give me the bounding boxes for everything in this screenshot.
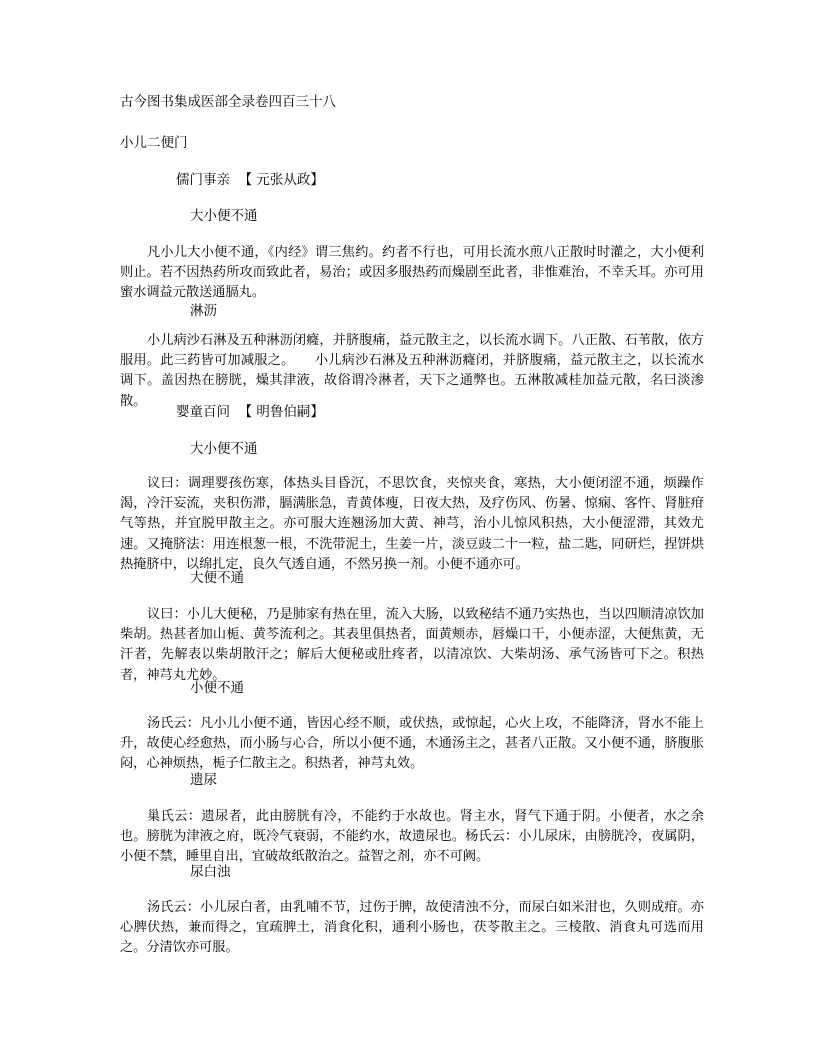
document-title: 古今图书集成医部全录卷四百三十八 [120, 94, 336, 110]
paragraph-1: 凡小儿大小便不通，《内经》谓三焦约。约者不行也，可用长流水煎八正散时时灌之，大小便利则止。若不因热药所攻而致此者，易治；或因多服热药而燥剧至此者，非惟难治，不幸夭耳。亦可用蜜水调益元散送通膈丸。 [120, 245, 704, 301]
book-author: 【 元张从政】 [238, 172, 324, 188]
paragraph-4: 议曰：小儿大便秘，乃是肺家有热在里，流入大肠，以致秘结不通乃实热也，当以四顺清凉饮加柴胡。热甚者加山栀、黄芩流利之。其表里俱热者，面黄颊赤，唇燥口干，小便赤涩，大便焦黄，无汗者，先解表以柴胡散汗之；解后大便秘或肚疼者，以清凉饮、大柴胡汤、承气汤皆可下之。积热者，神芎丸尤妙。 [120, 607, 704, 683]
subheading-dabian: 大便不通 [190, 570, 244, 586]
paragraph-7: 汤氏云：小儿尿白者，由乳哺不节，过伤于脾，故使清浊不分，而尿白如米泔也，久则成疳。亦心脾伏热，兼而得之，宜疏脾土，消食化积，通利小肠也，茯苓散主之。三棱散、消食丸可选而用之。分清饮亦可服。 [120, 900, 704, 956]
paragraph-3: 议曰：调理婴孩伤寒，体热头目昏沉，不思饮食，夹惊夹食，寒热，大小便闭涩不通，烦躁作渴，冷汗妄流，夹积伤滞，膈满胀急，青黄体瘦，日夜大热，及疗伤风、伤暑、惊痫、客忤、肾脏疳气等热，并宜脱甲散主之。亦可服大连翘汤加大黄、神芎，治小儿惊风积热，大小便涩滞，其效尤速。又掩脐法：用连根葱一根，不洗带泥土，生姜一片，淡豆豉二十一粒，盐二匙，同研烂，捏饼烘热掩脐中，以绵扎定，良久气透自通，不然另换一剂。小便不通亦可。 [120, 476, 704, 572]
paragraph-5: 汤氏云：凡小儿小便不通，皆因心经不顺，或伏热，或惊起，心火上攻，不能降济，肾水不能上升，故使心经愈热，而小肠与心合，所以小便不通，木通汤主之，甚者八正散。又小便不通，脐腹胀闷，心神烦热，栀子仁散主之。积热者，神芎丸效。 [120, 716, 704, 772]
book-name: 儒门事亲 [176, 172, 230, 188]
subheading-yiniao: 遗尿 [190, 772, 217, 788]
subheading-xiaobian: 小便不通 [190, 680, 244, 696]
subheading-linli: 淋沥 [190, 303, 217, 319]
subheading-constipation-urine: 大小便不通 [190, 208, 258, 224]
subheading-niaobaizhuo: 尿白浊 [190, 864, 231, 880]
paragraph-2: 小儿病沙石淋及五种淋沥闭癃，并脐腹痛，益元散主之，以长流水调下。八正散、石苇散，依方服用。此三药皆可加减服之。 小儿病沙石淋及五种淋沥癃闭，并脐腹痛，益元散主之，以长流水调下。盖因热在膀胱，燥其津液，故俗谓冷淋者，天下之通弊也。五淋散减桂加益元散，名曰淡渗散。 [120, 333, 704, 409]
section-title: 小儿二便门 [120, 135, 188, 151]
book-author: 【 明鲁伯嗣】 [238, 404, 324, 420]
paragraph-6: 巢氏云：遗尿者，此由膀胱有冷，不能约于水故也。肾主水，肾气下通于阴。小便者，水之余也。膀胱为津液之府，既冷气衰弱，不能约水，故遗尿也。杨氏云：小儿尿床，由膀胱冷，夜属阴，小便不禁，睡里自出，宜破故纸散治之。益智之剂，亦不可阙。 [120, 809, 704, 865]
book-name: 婴童百问 [176, 404, 230, 420]
subheading-constipation-urine-2: 大小便不通 [190, 441, 258, 457]
book-source-2 [176, 402, 324, 422]
book-source-1 [176, 170, 324, 190]
